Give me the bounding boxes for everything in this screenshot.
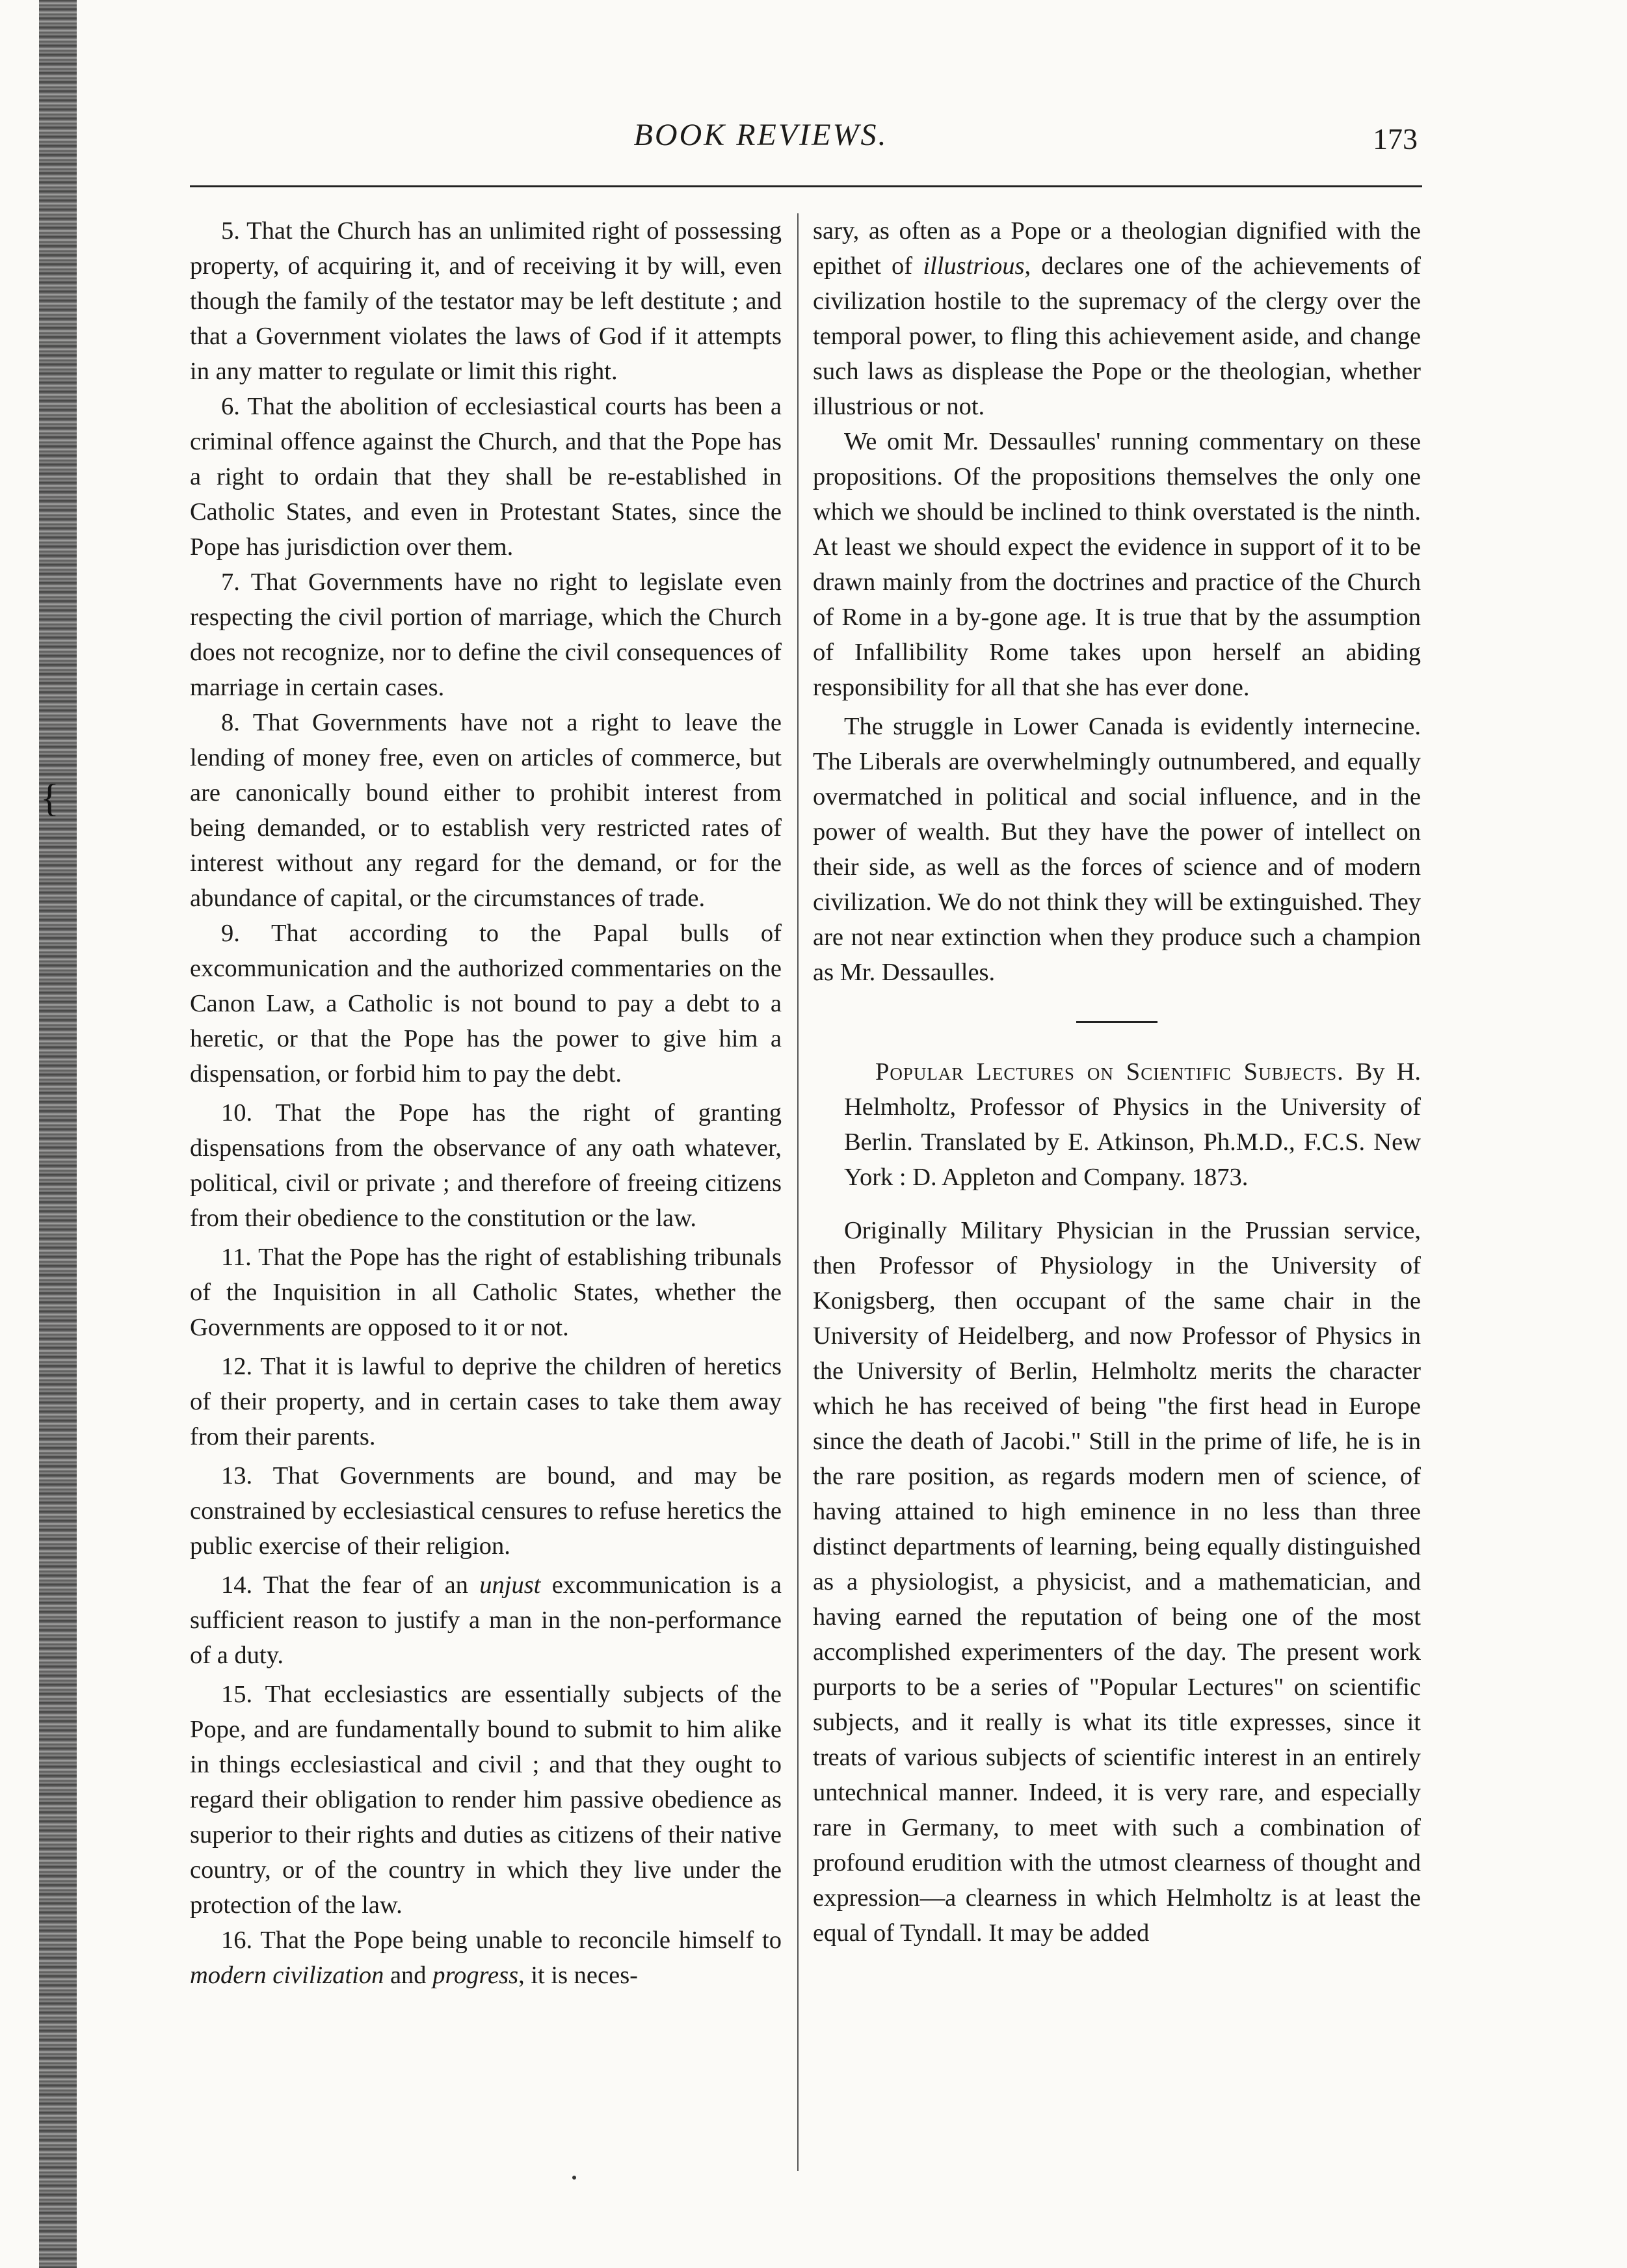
page-speck <box>572 2176 576 2180</box>
column-divider <box>797 213 799 2171</box>
review-title: Popular Lectures on Scientific Subjects. <box>875 1058 1344 1086</box>
continued-paragraph <box>813 213 1421 424</box>
struggle-paragraph: The struggle in Lower Canada is evidently internecine. The Liberals are overwhelmingly outnumbered, and equally overmatched in political and social influence, and in the power of wealth. But they have the power of intellect on their side, as well as the forces of science and of modern civilization. We do not think they will be extinguished. They are not near extinction when they produce such a champion as Mr. Dessaulles. <box>813 713 1421 986</box>
section-divider-rule <box>1076 1021 1157 1023</box>
commentary-paragraph: We omit Mr. Dessaulles' running commentary on these propositions. Of the propositions themselves the only one which we should be inclined to think overstated is the ninth. At least we should expect the evidence in support of it to be drawn mainly from the doctrines and practice of the Church of Rome in a by-gone age. It is true that by the assumption of Infallibility Rome takes upon herself an abiding responsibility for all that she has ever done. <box>813 428 1421 701</box>
review-byline: By H. Helmholtz, Professor of Physics in the University of Berlin. Translated by E. Atkinson, Ph.M.D., F.C.S. New York : D. Appleton and Company. 1873. <box>844 1058 1421 1191</box>
proposition-8: 8. That Governments have not a right to leave the lending of money free, even on articles of commerce, but are canonically bound either to prohibit interest from being demanded, or to establish very restricted rates of interest without any regard for the demand, or for the abundance of capital, or the circumstances of trade. <box>190 709 782 912</box>
proposition-15: 15. That ecclesiastics are essentially subjects of the Pope, and are fundamentally bound to submit to him alike in things ecclesiastical and civil ; and that they ought to regard their obligation to render him passive obedience as superior to their rights and duties as citizens of their native country, or of the country in which they live under the protection of the law. <box>190 1681 782 1919</box>
continued-text-a: sary, as often as a Pope or a theologian dignified with the epithet of <box>813 217 1421 280</box>
proposition-16-text-b: and <box>384 1962 433 1989</box>
header-rule <box>190 185 1422 187</box>
page-binding-edge <box>39 0 77 2268</box>
proposition-7: 7. That Governments have no right to legislate even respecting the civil portion of marriage, which the Church does not recognize, nor to define the civil consequences of marriage in certain cases. <box>190 568 782 701</box>
review-paragraph: Originally Military Physician in the Prussian service, then Professor of Physiology in the University of Konigsberg, then occupant of the same chair in the University of Heidelberg, and now Professor of Physics in the University of Berlin, Helmholtz merits the character which he has received of being "the first head in Europe since the death of Jacobi." Still in the prime of life, he is in the rare position, as regards modern men of science, of having attained to high eminence in no less than three distinct departments of learning, being equally distinguished as a physiologist, a physicist, and a mathematician, and having earned the reputation of being one of the most accomplished experimenters of the day. The present work purports to be a series of "Popular Lectures" on scientific subjects, and it really is what its title expresses, since it treats of various subjects of scientific interest in an entirely untechnical manner. Indeed, it is very rare, and especially rare in Germany, to meet with such a combination of profound erudition with the utmost clearness of thought and expression—a clearness in which Helmholtz is at least the equal of Tyndall. It may be added <box>813 1217 1421 1947</box>
right-column <box>813 213 1421 1951</box>
proposition-14-emphasis: unjust <box>479 1571 541 1599</box>
proposition-6: 6. That the abolition of ecclesiastical courts has been a criminal offence against the Church, and that the Pope has a right to ordain that they shall be re-established in Catholic States, and even in Protestant States, since the Pope has jurisdiction over them. <box>190 393 782 561</box>
page-number: 173 <box>1373 122 1418 155</box>
proposition-10: 10. That the Pope has the right of granting dispensations from the observance of any oath whatever, political, civil or private ; and therefore of freeing citizens from their obedience to the constitution or the law. <box>190 1099 782 1232</box>
proposition-13: 13. That Governments are bound, and may be constrained by ecclesiastical censures to refuse heretics the public exercise of their religion. <box>190 1462 782 1560</box>
proposition-5: 5. That the Church has an unlimited right of possessing property, of acquiring it, and of receiving it by will, even though the family of the testator may be left destitute ; and that a Government violates the laws of God if it attempts in any matter to regulate or limit this right. <box>190 217 782 385</box>
proposition-14 <box>190 1568 782 1673</box>
proposition-12: 12. That it is lawful to deprive the children of heretics of their property, and in certain cases to take them away from their parents. <box>190 1353 782 1450</box>
left-column <box>190 213 782 1993</box>
proposition-16 <box>190 1923 782 1993</box>
continued-emphasis: illustrious <box>923 252 1025 280</box>
running-header-title: BOOK REVIEWS. <box>633 118 888 152</box>
proposition-16-text-a: 16. That the Pope being unable to reconcile himself to <box>221 1927 782 1954</box>
proposition-14-text-a: 14. That the fear of an <box>221 1571 480 1599</box>
proposition-16-text-c: , it is neces- <box>518 1962 638 1989</box>
review-heading <box>813 1054 1421 1195</box>
proposition-14-text-b: excommunication is a sufficient reason to justify a man in the non-performance of a duty. <box>190 1571 782 1669</box>
proposition-16-emphasis-b: progress <box>432 1962 519 1989</box>
proposition-16-emphasis-a: modern civilization <box>190 1962 384 1989</box>
continued-text-b: , declares one of the achievements of civilization hostile to the supremacy of the clergy over the temporal power, to fling this achievement aside, and change such laws as displease the Pope or the theologian, whether illustrious or not. <box>813 252 1421 420</box>
proposition-9: 9. That according to the Papal bulls of excommunication and the authorized commentaries on the Canon Law, a Catholic is not bound to pay a debt to a heretic, or that the Pope has the power to give him a dispensation, or forbid him to pay the debt. <box>190 920 782 1087</box>
binding-mark: { <box>40 777 59 820</box>
proposition-11: 11. That the Pope has the right of establishing tribunals of the Inquisition in all Catholic States, whether the Governments are opposed to it or not. <box>190 1244 782 1341</box>
